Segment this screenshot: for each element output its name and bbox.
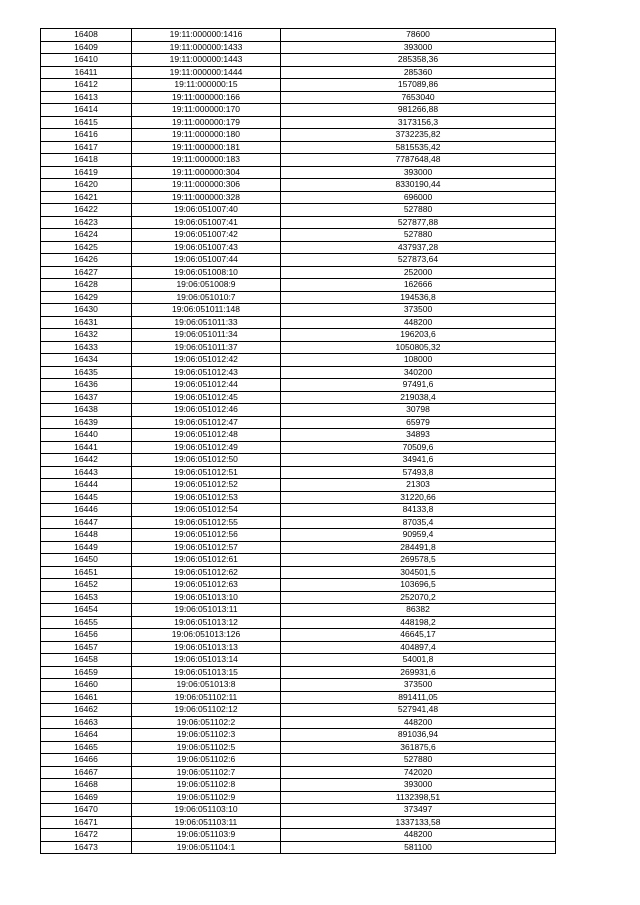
row-number-cell: 16450 — [41, 554, 132, 567]
cadastral-value-cell: 31220,66 — [281, 491, 556, 504]
row-number-cell: 16448 — [41, 529, 132, 542]
cadastral-number-cell: 19:06:051104:1 — [132, 841, 281, 854]
table-row — [41, 779, 556, 792]
row-number-cell: 16446 — [41, 504, 132, 517]
cadastral-value-cell: 304501,5 — [281, 566, 556, 579]
row-number-cell: 16431 — [41, 316, 132, 329]
row-number-cell: 16441 — [41, 441, 132, 454]
table-row — [41, 329, 556, 342]
cadastral-value-cell: 527880 — [281, 229, 556, 242]
cadastral-value-cell: 34941,6 — [281, 454, 556, 467]
table-row — [41, 829, 556, 842]
table-row — [41, 704, 556, 717]
table-row — [41, 404, 556, 417]
cadastral-number-cell: 19:06:051012:44 — [132, 379, 281, 392]
cadastral-value-cell: 1050805,32 — [281, 341, 556, 354]
cadastral-number-cell: 19:11:000000:166 — [132, 91, 281, 104]
cadastral-value-cell: 891036,94 — [281, 729, 556, 742]
cadastral-number-cell: 19:06:051012:53 — [132, 491, 281, 504]
row-number-cell: 16468 — [41, 779, 132, 792]
table-row — [41, 29, 556, 42]
row-number-cell: 16418 — [41, 154, 132, 167]
cadastral-value-cell: 252000 — [281, 266, 556, 279]
table-row — [41, 616, 556, 629]
row-number-cell: 16425 — [41, 241, 132, 254]
row-number-cell: 16451 — [41, 566, 132, 579]
row-number-cell: 16430 — [41, 304, 132, 317]
table-row — [41, 429, 556, 442]
row-number-cell: 16432 — [41, 329, 132, 342]
cadastral-value-cell: 581100 — [281, 841, 556, 854]
table-row — [41, 541, 556, 554]
cadastral-value-cell: 65979 — [281, 416, 556, 429]
cadastral-value-cell: 3732235,82 — [281, 129, 556, 142]
cadastral-number-cell: 19:06:051008:9 — [132, 279, 281, 292]
row-number-cell: 16419 — [41, 166, 132, 179]
cadastral-value-cell: 437937,28 — [281, 241, 556, 254]
table-row — [41, 179, 556, 192]
row-number-cell: 16456 — [41, 629, 132, 642]
row-number-cell: 16462 — [41, 704, 132, 717]
cadastral-value-cell: 393000 — [281, 166, 556, 179]
cadastral-number-cell: 19:06:051013:13 — [132, 641, 281, 654]
cadastral-number-cell: 19:06:051012:50 — [132, 454, 281, 467]
table-row — [41, 54, 556, 67]
cadastral-number-cell: 19:11:000000:1443 — [132, 54, 281, 67]
table-row — [41, 254, 556, 267]
table-row — [41, 141, 556, 154]
cadastral-number-cell: 19:06:051012:61 — [132, 554, 281, 567]
table-row — [41, 416, 556, 429]
cadastral-number-cell: 19:06:051012:52 — [132, 479, 281, 492]
cadastral-value-cell: 696000 — [281, 191, 556, 204]
cadastral-number-cell: 19:11:000000:1433 — [132, 41, 281, 54]
table-row — [41, 766, 556, 779]
row-number-cell: 16463 — [41, 716, 132, 729]
cadastral-number-cell: 19:06:051013:10 — [132, 591, 281, 604]
table-row — [41, 41, 556, 54]
table-row — [41, 629, 556, 642]
cadastral-value-cell: 30798 — [281, 404, 556, 417]
cadastral-value-cell: 527941,48 — [281, 704, 556, 717]
table-row — [41, 166, 556, 179]
cadastral-value-cell: 87035,4 — [281, 516, 556, 529]
table-row — [41, 441, 556, 454]
cadastral-value-cell: 393000 — [281, 41, 556, 54]
cadastral-value-cell: 70509,6 — [281, 441, 556, 454]
cadastral-value-cell: 34893 — [281, 429, 556, 442]
cadastral-value-cell: 57493,8 — [281, 466, 556, 479]
row-number-cell: 16454 — [41, 604, 132, 617]
cadastral-value-cell: 393000 — [281, 779, 556, 792]
cadastral-value-cell: 527877,88 — [281, 216, 556, 229]
cadastral-value-cell: 448198,2 — [281, 616, 556, 629]
cadastral-number-cell: 19:06:051102:9 — [132, 791, 281, 804]
row-number-cell: 16466 — [41, 754, 132, 767]
cadastral-value-cell: 194536,8 — [281, 291, 556, 304]
cadastral-value-cell: 21303 — [281, 479, 556, 492]
row-number-cell: 16445 — [41, 491, 132, 504]
cadastral-value-cell: 219038,4 — [281, 391, 556, 404]
cadastral-value-cell: 1337133,58 — [281, 816, 556, 829]
cadastral-number-cell: 19:06:051012:42 — [132, 354, 281, 367]
table-row — [41, 816, 556, 829]
table-row — [41, 154, 556, 167]
cadastral-number-cell: 19:11:000000:179 — [132, 116, 281, 129]
cadastral-number-cell: 19:06:051012:47 — [132, 416, 281, 429]
row-number-cell: 16435 — [41, 366, 132, 379]
table-row — [41, 604, 556, 617]
cadastral-value-cell: 3173156,3 — [281, 116, 556, 129]
cadastral-value-cell: 78600 — [281, 29, 556, 42]
table-row — [41, 241, 556, 254]
cadastral-number-cell: 19:11:000000:306 — [132, 179, 281, 192]
table-row — [41, 741, 556, 754]
row-number-cell: 16429 — [41, 291, 132, 304]
row-number-cell: 16412 — [41, 79, 132, 92]
cadastral-value-table — [40, 28, 556, 854]
row-number-cell: 16440 — [41, 429, 132, 442]
table-row — [41, 491, 556, 504]
cadastral-value-cell: 157089,86 — [281, 79, 556, 92]
row-number-cell: 16465 — [41, 741, 132, 754]
table-row — [41, 579, 556, 592]
table-row — [41, 379, 556, 392]
table-row — [41, 216, 556, 229]
cadastral-number-cell: 19:06:051012:56 — [132, 529, 281, 542]
row-number-cell: 16421 — [41, 191, 132, 204]
table-row — [41, 554, 556, 567]
cadastral-value-cell: 8330190,44 — [281, 179, 556, 192]
row-number-cell: 16426 — [41, 254, 132, 267]
cadastral-number-cell: 19:06:051011:37 — [132, 341, 281, 354]
cadastral-value-cell: 196203,6 — [281, 329, 556, 342]
table-row — [41, 391, 556, 404]
cadastral-value-cell: 448200 — [281, 316, 556, 329]
cadastral-number-cell: 19:06:051102:8 — [132, 779, 281, 792]
table-row — [41, 841, 556, 854]
table-row — [41, 204, 556, 217]
cadastral-value-cell: 361875,6 — [281, 741, 556, 754]
cadastral-value-cell: 46645,17 — [281, 629, 556, 642]
cadastral-value-cell: 284491,8 — [281, 541, 556, 554]
row-number-cell: 16433 — [41, 341, 132, 354]
cadastral-number-cell: 19:06:051102:5 — [132, 741, 281, 754]
cadastral-number-cell: 19:06:051008:10 — [132, 266, 281, 279]
cadastral-value-cell: 891411,05 — [281, 691, 556, 704]
table-row — [41, 654, 556, 667]
cadastral-number-cell: 19:06:051013:8 — [132, 679, 281, 692]
cadastral-number-cell: 19:11:000000:1416 — [132, 29, 281, 42]
cadastral-number-cell: 19:06:051007:41 — [132, 216, 281, 229]
row-number-cell: 16453 — [41, 591, 132, 604]
cadastral-number-cell: 19:06:051007:42 — [132, 229, 281, 242]
cadastral-value-cell: 285360 — [281, 66, 556, 79]
row-number-cell: 16459 — [41, 666, 132, 679]
cadastral-value-cell: 108000 — [281, 354, 556, 367]
cadastral-number-cell: 19:11:000000:180 — [132, 129, 281, 142]
cadastral-number-cell: 19:06:051012:49 — [132, 441, 281, 454]
cadastral-number-cell: 19:11:000000:15 — [132, 79, 281, 92]
table-row — [41, 266, 556, 279]
table-row — [41, 529, 556, 542]
table-row — [41, 679, 556, 692]
table-row — [41, 791, 556, 804]
cadastral-value-cell: 269578,5 — [281, 554, 556, 567]
table-row — [41, 641, 556, 654]
cadastral-number-cell: 19:11:000000:304 — [132, 166, 281, 179]
cadastral-value-cell: 742020 — [281, 766, 556, 779]
row-number-cell: 16428 — [41, 279, 132, 292]
row-number-cell: 16458 — [41, 654, 132, 667]
cadastral-number-cell: 19:06:051011:34 — [132, 329, 281, 342]
table-row — [41, 516, 556, 529]
cadastral-value-cell: 527873,64 — [281, 254, 556, 267]
table-row — [41, 479, 556, 492]
cadastral-number-cell: 19:06:051007:44 — [132, 254, 281, 267]
cadastral-value-cell: 103696,5 — [281, 579, 556, 592]
cadastral-number-cell: 19:06:051102:11 — [132, 691, 281, 704]
row-number-cell: 16409 — [41, 41, 132, 54]
row-number-cell: 16443 — [41, 466, 132, 479]
cadastral-value-cell: 1132398,51 — [281, 791, 556, 804]
row-number-cell: 16457 — [41, 641, 132, 654]
table-row — [41, 79, 556, 92]
cadastral-number-cell: 19:06:051011:148 — [132, 304, 281, 317]
row-number-cell: 16422 — [41, 204, 132, 217]
row-number-cell: 16470 — [41, 804, 132, 817]
cadastral-number-cell: 19:06:051012:45 — [132, 391, 281, 404]
row-number-cell: 16408 — [41, 29, 132, 42]
cadastral-value-cell: 162666 — [281, 279, 556, 292]
table-row — [41, 129, 556, 142]
row-number-cell: 16442 — [41, 454, 132, 467]
cadastral-number-cell: 19:06:051013:11 — [132, 604, 281, 617]
table-row — [41, 504, 556, 517]
cadastral-number-cell: 19:06:051012:46 — [132, 404, 281, 417]
table-row — [41, 454, 556, 467]
table-row — [41, 566, 556, 579]
cadastral-number-cell: 19:11:000000:181 — [132, 141, 281, 154]
cadastral-value-cell: 97491,6 — [281, 379, 556, 392]
cadastral-number-cell: 19:06:051103:11 — [132, 816, 281, 829]
row-number-cell: 16415 — [41, 116, 132, 129]
table-row — [41, 91, 556, 104]
cadastral-value-cell: 84133,8 — [281, 504, 556, 517]
table-row — [41, 591, 556, 604]
cadastral-value-cell: 90959,4 — [281, 529, 556, 542]
cadastral-number-cell: 19:11:000000:1444 — [132, 66, 281, 79]
cadastral-value-cell: 86382 — [281, 604, 556, 617]
row-number-cell: 16424 — [41, 229, 132, 242]
table-row — [41, 354, 556, 367]
row-number-cell: 16471 — [41, 816, 132, 829]
cadastral-value-cell: 340200 — [281, 366, 556, 379]
row-number-cell: 16423 — [41, 216, 132, 229]
cadastral-value-cell: 448200 — [281, 716, 556, 729]
row-number-cell: 16414 — [41, 104, 132, 117]
cadastral-number-cell: 19:06:051102:6 — [132, 754, 281, 767]
table-row — [41, 466, 556, 479]
row-number-cell: 16417 — [41, 141, 132, 154]
row-number-cell: 16444 — [41, 479, 132, 492]
table-row — [41, 191, 556, 204]
row-number-cell: 16438 — [41, 404, 132, 417]
cadastral-number-cell: 19:06:051013:14 — [132, 654, 281, 667]
table-row — [41, 304, 556, 317]
cadastral-value-cell: 527880 — [281, 754, 556, 767]
row-number-cell: 16449 — [41, 541, 132, 554]
row-number-cell: 16420 — [41, 179, 132, 192]
cadastral-value-cell: 252070,2 — [281, 591, 556, 604]
cadastral-number-cell: 19:06:051102:3 — [132, 729, 281, 742]
cadastral-number-cell: 19:06:051012:54 — [132, 504, 281, 517]
table-row — [41, 716, 556, 729]
cadastral-value-cell: 404897,4 — [281, 641, 556, 654]
row-number-cell: 16413 — [41, 91, 132, 104]
table-row — [41, 229, 556, 242]
cadastral-number-cell: 19:06:051012:55 — [132, 516, 281, 529]
table-row — [41, 341, 556, 354]
row-number-cell: 16437 — [41, 391, 132, 404]
cadastral-value-cell: 373500 — [281, 679, 556, 692]
row-number-cell: 16439 — [41, 416, 132, 429]
table-row — [41, 691, 556, 704]
cadastral-value-cell: 7787648,48 — [281, 154, 556, 167]
cadastral-number-cell: 19:06:051103:10 — [132, 804, 281, 817]
cadastral-number-cell: 19:11:000000:170 — [132, 104, 281, 117]
cadastral-number-cell: 19:06:051102:12 — [132, 704, 281, 717]
row-number-cell: 16434 — [41, 354, 132, 367]
row-number-cell: 16411 — [41, 66, 132, 79]
table-row — [41, 279, 556, 292]
cadastral-number-cell: 19:06:051007:40 — [132, 204, 281, 217]
table-row — [41, 291, 556, 304]
cadastral-number-cell: 19:06:051012:63 — [132, 579, 281, 592]
row-number-cell: 16469 — [41, 791, 132, 804]
table-row — [41, 729, 556, 742]
cadastral-value-cell: 373497 — [281, 804, 556, 817]
cadastral-value-cell: 54001,8 — [281, 654, 556, 667]
cadastral-value-cell: 448200 — [281, 829, 556, 842]
cadastral-value-cell: 269931,6 — [281, 666, 556, 679]
cadastral-number-cell: 19:06:051012:43 — [132, 366, 281, 379]
cadastral-number-cell: 19:06:051013:126 — [132, 629, 281, 642]
row-number-cell: 16447 — [41, 516, 132, 529]
cadastral-value-cell: 981266,88 — [281, 104, 556, 117]
cadastral-number-cell: 19:06:051007:43 — [132, 241, 281, 254]
cadastral-number-cell: 19:06:051102:7 — [132, 766, 281, 779]
cadastral-value-cell: 7653040 — [281, 91, 556, 104]
cadastral-number-cell: 19:06:051012:51 — [132, 466, 281, 479]
table-body — [41, 29, 556, 854]
cadastral-number-cell: 19:06:051011:33 — [132, 316, 281, 329]
row-number-cell: 16464 — [41, 729, 132, 742]
table-row — [41, 316, 556, 329]
cadastral-value-cell: 527880 — [281, 204, 556, 217]
cadastral-number-cell: 19:06:051012:57 — [132, 541, 281, 554]
cadastral-number-cell: 19:06:051103:9 — [132, 829, 281, 842]
cadastral-number-cell: 19:06:051012:48 — [132, 429, 281, 442]
cadastral-number-cell: 19:11:000000:328 — [132, 191, 281, 204]
table-row — [41, 66, 556, 79]
cadastral-number-cell: 19:11:000000:183 — [132, 154, 281, 167]
row-number-cell: 16467 — [41, 766, 132, 779]
row-number-cell: 16455 — [41, 616, 132, 629]
table-row — [41, 116, 556, 129]
row-number-cell: 16472 — [41, 829, 132, 842]
row-number-cell: 16427 — [41, 266, 132, 279]
row-number-cell: 16461 — [41, 691, 132, 704]
row-number-cell: 16460 — [41, 679, 132, 692]
cadastral-value-cell: 5815535,42 — [281, 141, 556, 154]
table-row — [41, 666, 556, 679]
cadastral-value-cell: 285358,36 — [281, 54, 556, 67]
row-number-cell: 16410 — [41, 54, 132, 67]
table-row — [41, 366, 556, 379]
table-row — [41, 754, 556, 767]
row-number-cell: 16473 — [41, 841, 132, 854]
cadastral-number-cell: 19:06:051010:7 — [132, 291, 281, 304]
row-number-cell: 16452 — [41, 579, 132, 592]
table-row — [41, 104, 556, 117]
cadastral-number-cell: 19:06:051102:2 — [132, 716, 281, 729]
cadastral-number-cell: 19:06:051013:12 — [132, 616, 281, 629]
table-row — [41, 804, 556, 817]
cadastral-value-cell: 373500 — [281, 304, 556, 317]
cadastral-number-cell: 19:06:051012:62 — [132, 566, 281, 579]
row-number-cell: 16436 — [41, 379, 132, 392]
cadastral-number-cell: 19:06:051013:15 — [132, 666, 281, 679]
row-number-cell: 16416 — [41, 129, 132, 142]
